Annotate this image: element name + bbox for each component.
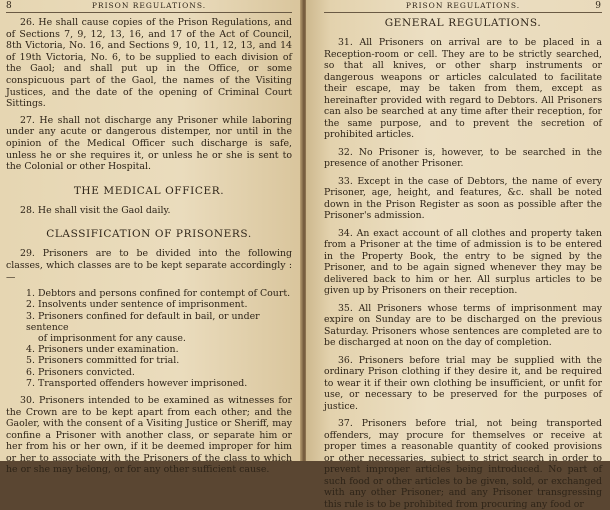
list-item [26,355,292,366]
right-head-rule [324,12,602,13]
paragraph-36: 36. Prisoners before trial may be supplied with the ordinary Prison clothing if they desire it, and be required to wear it if their own clothing be insufficient, or unfit for use, or necessary to be preserved for the purposes of justice. [324,354,602,412]
paragraph-33: 33. Except in the case of Debtors, the name of every Prisoner, age, height, and features, &c. shall be noted down in the Prison Register as soon as possible after the Prisoner's admission. [324,175,602,221]
right-running-head [324,0,602,12]
heading-general-regulations: GENERAL REGULATIONS. [384,17,542,29]
paragraph-31: 31. All Prisoners on arrival are to be placed in a Reception-room or cell. They are to be strictly searched, so that all knives, or other sharp instruments or dangerous weapons or articles calculated to facilitate their escape, may be taken from them, except as hereinafter provided with regard to Debtors. All Prisoners can also be searched at any time after their reception, for the same purpose, and to prevent the secretion of prohibited articles. [324,37,602,140]
heading-classification: CLASSIFICATION OF PRISONERS. [46,228,252,241]
list-item-number: 6. [26,366,35,378]
list-item-number: 1. [26,288,35,300]
left-page [0,0,302,476]
paragraph-30: 30. Prisoners intended to be examined as witnesses for the Crown are to be kept apart from each other; and the Gaoler, with the consent of a Visiting Justice or Sheriff, may confine a Prisoner with another class, or separate him or her from his or her own, if it be deemed improper for him or her to associate with the Prisoners of the class to which he or she may belong, or for any other sufficient cause. [6,394,292,476]
list-item-number: 7. [26,377,35,389]
right-page-number: 9 [595,1,602,11]
list-item [26,344,292,355]
list-item-text: Prisoners confined for default in bail, or under sentence [26,310,260,333]
list-item-text: Debtors and persons confined for contempt of Court. [38,288,291,300]
list-item [26,311,292,345]
list-item-continuation: of imprisonment for any cause. [38,332,186,344]
right-running-head-text: PRISON REGULATIONS. [405,1,521,10]
list-item-text: Prisoners under examination. [38,344,179,356]
paragraph-35: 35. All Prisoners whose terms of imprisonment may expire on Sunday are to be discharged on the previous Saturday. Prisoners whose sentences are completed are to be discharged at noon on the day of completion. [324,302,602,348]
list-item [26,288,292,299]
list-item-number: 4. [26,344,35,356]
paragraph-29: 29. Prisoners are to be divided into the following classes, which classes are to be kept separate accordingly :— [6,248,292,283]
paragraph-28: 28. He shall visit the Gaol daily. [20,204,171,216]
prisoner-classes-list [6,288,292,389]
list-item [26,299,292,310]
list-item-number: 5. [26,355,35,367]
left-head-rule [6,12,292,13]
right-page [306,0,610,510]
heading-medical-officer: THE MEDICAL OFFICER. [73,184,225,197]
paragraph-27: 27. He shall not discharge any Prisoner while laboring under any acute or dangerous distemper, nor until in the opinion of the Medical Officer such discharge is safe, unless he or she requires it, or unless he or she is sent to the Colonial or other Hospital. [6,114,292,173]
paragraph-26: 26. He shall cause copies of the Prison Regulations, and of Sections 7, 9, 12, 13, 16, and 17 of the Act of Council, 8th Victoria, No. 16, and Sections 9, 10, 11, 12, 13, and 14 of 19th Victoria, No. 6, to be supplied to each division of the Gaol; and shall put up in the Office, or some conspicuous part of the Gaol, the names of the Visiting Justices, and the date of the opening of Criminal Court Sittings. [6,17,292,110]
paragraph-32: 32. No Prisoner is, however, to be searched in the presence of another Prisoner. [324,146,602,169]
paragraph-37: 37. Prisoners before trial, not being transported offenders, may procure for themselves or receive at proper times a reasonable quantity of cooked provisions or other necessaries, subject to strict search in order to prevent improper articles being introduced. No part of such food or other articles to be given, sold, or exchanged with any other Prisoner; and any Prisoner transgressing this rule is to be prohibited from procuring any food or [324,418,602,510]
list-item-number: 3. [26,310,35,322]
left-running-head [6,0,292,12]
list-item-text: Prisoners convicted. [38,366,135,378]
list-item [26,378,292,389]
paragraph-34: 34. An exact account of all clothes and property taken from a Prisoner at the time of admission is to be entered in the Property Book, the entry to be signed by the Prisoner, and to be again signed whenever they may be delivered back to him or her. All surplus articles to be given up by Prisoners on their reception. [324,227,602,296]
list-item-text: Transported offenders however imprisoned. [38,377,248,389]
list-item-text: Insolvents under sentence of imprisonment. [38,299,248,311]
list-item-text: Prisoners committed for trial. [38,355,180,367]
left-page-number: 8 [6,1,13,11]
list-item-number: 2. [26,299,35,311]
list-item [26,367,292,378]
left-running-head-text: PRISON REGULATIONS. [91,1,207,10]
